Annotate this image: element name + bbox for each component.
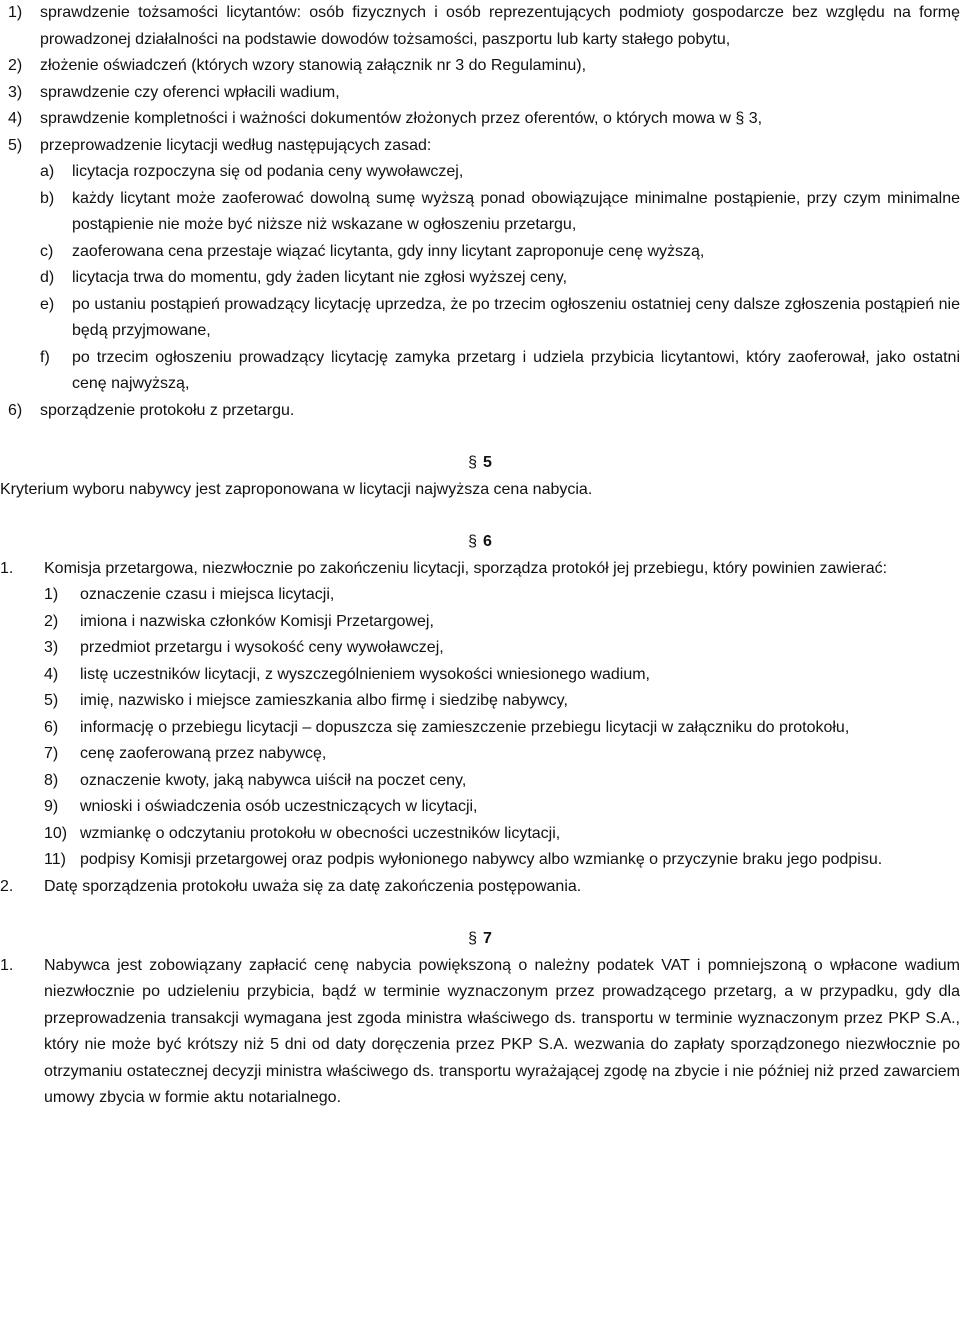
paragraph	[0, 874, 960, 901]
list-item	[0, 0, 960, 53]
sub-item-text: licytacja rozpoczyna się od podania ceny wywoławczej,	[72, 163, 464, 180]
list-item	[0, 80, 960, 107]
item-text: wnioski i oświadczenia osób uczestniczących w licytacji,	[80, 798, 478, 815]
item-number: 8)	[44, 771, 59, 789]
paragraph-number: 1.	[0, 956, 14, 974]
item-number: 6)	[44, 718, 59, 736]
paragraph-sign: §	[468, 930, 477, 947]
list-item	[0, 688, 960, 715]
item-text: oznaczenie kwoty, jaką nabywca uiścił na poczet ceny,	[80, 771, 467, 789]
item-text: sprawdzenie czy oferenci wpłacili wadium,	[40, 83, 340, 101]
item-number: 6)	[8, 401, 23, 419]
list-item	[0, 715, 960, 742]
sub-item-text: licytacja trwa do momentu, gdy żaden licytant nie zgłosi wyższej ceny,	[72, 269, 568, 286]
paragraph-text: Datę sporządzenia protokołu uważa się za datę zakończenia postępowania.	[44, 877, 582, 895]
item-number: 2)	[44, 612, 59, 630]
item-number: 7)	[44, 745, 59, 762]
list-item	[0, 794, 960, 821]
sub-item-letter: a)	[40, 163, 55, 180]
item-text: informację o przebiegu licytacji – dopuszcza się zamieszczenie przebiegu licytacji w załączniku do protokołu,	[80, 718, 850, 736]
item-number: 3)	[44, 639, 59, 656]
list-item	[0, 609, 960, 636]
paragraph-text: Nabywca jest zobowiązany zapłacić cenę nabycia powiększoną o należny podatek VAT i pomniejszoną o wpłacone wadium niezwłocznie po udzieleniu przybicia, bądź w terminie wyznaczonym przez prowadzącego przetarg, a w przypadku, gdy dla przeprowadzenia transakcji wymagana jest zgoda ministra właściwego ds. transportu w terminie wyznaczonym przez PKP S.A., który nie może być krótszy niż 5 dni od daty doręczenia przez PKP S.A. wezwania do zapłaty sporządzonego niezwłocznie po otrzymaniu ostatecznej decyzji ministra właściwego ds. transportu wyrażającej zgodę na zbycie i nie później niż przed zawarciem umowy zbycia w formie aktu notarialnego.	[44, 956, 960, 1106]
paragraph-text: Komisja przetargowa, niezwłocznie po zakończeniu licytacji, sporządza protokół jej przebiegu, który powinien zawierać:	[44, 559, 888, 577]
list-item	[0, 741, 960, 768]
item-text: imię, nazwisko i miejsce zamieszkania albo firmę i siedzibę nabywcy,	[80, 692, 568, 709]
sub-item-text: zaoferowana cena przestaje wiązać licytanta, gdy inny licytant zaproponuje cenę wyższą,	[72, 242, 705, 260]
section-5-text: Kryterium wyboru nabywcy jest zaproponowana w licytacji najwyższa cena nabycia.	[0, 480, 593, 498]
item-number: 1)	[8, 4, 23, 21]
item-number: 2)	[8, 57, 23, 74]
item-number: 9)	[44, 798, 59, 815]
item-text: podpisy Komisji przetargowej oraz podpis wyłonionego nabywcy albo wzmiankę o przyczynie braku jego podpisu.	[80, 851, 883, 868]
sub-item-text: po trzecim ogłoszeniu prowadzący licytację zamyka przetarg i udziela przybicia licytantowi, który zaoferował, jako ostatni cenę najwyższą,	[72, 348, 960, 392]
item-number: 5)	[44, 692, 59, 709]
sub-item-text: każdy licytant może zaoferować dowolną sumę wyższą ponad obowiązujące minimalne postąpienie, przy czym minimalne postąpienie nie może być niższe niż wskazane w ogłoszeniu przetargu,	[72, 189, 960, 233]
item-text: wzmiankę o odczytaniu protokołu w obecności uczestników licytacji,	[80, 824, 561, 842]
sub-list-item	[0, 292, 960, 345]
list-item	[0, 398, 960, 425]
paragraph-sign: §	[468, 454, 477, 471]
item-text: sprawdzenie kompletności i ważności dokumentów złożonych przez oferentów, o których mowa w § 3,	[40, 110, 763, 127]
list-item	[0, 582, 960, 609]
item-number: 10)	[44, 824, 68, 842]
item-text: sporządzenie protokołu z przetargu.	[40, 401, 295, 419]
item-text: oznaczenie czasu i miejsca licytacji,	[80, 586, 335, 603]
list-item	[0, 133, 960, 160]
section-heading-6	[0, 529, 960, 556]
list-item	[0, 635, 960, 662]
section-number: 5	[483, 454, 492, 471]
item-number: 5)	[8, 136, 23, 154]
section-heading-5	[0, 450, 960, 477]
sub-list-item	[0, 239, 960, 266]
paragraph	[0, 556, 960, 583]
paragraph	[0, 953, 960, 1112]
sub-list-item	[0, 265, 960, 292]
sub-item-text: po ustaniu postąpień prowadzący licytację uprzedza, że po trzecim ogłoszeniu ostatniej ceny dalsze zgłoszenia postąpień nie będą przyjmowane,	[72, 295, 960, 339]
item-number: 1)	[44, 586, 59, 603]
list-item	[0, 768, 960, 795]
section-number: 6	[483, 533, 492, 550]
item-number: 11)	[44, 851, 66, 868]
list-item	[0, 662, 960, 689]
item-number: 4)	[44, 665, 59, 683]
sub-list-item	[0, 186, 960, 239]
item-text: złożenie oświadczeń (których wzory stanowią załącznik nr 3 do Regulaminu),	[40, 57, 587, 74]
item-number: 3)	[8, 83, 23, 101]
list-item	[0, 821, 960, 848]
sub-list-item	[0, 159, 960, 186]
item-text: przedmiot przetargu i wysokość ceny wywoławczej,	[80, 639, 444, 656]
section-heading-7	[0, 926, 960, 953]
paragraph-number: 2.	[0, 877, 14, 895]
sub-item-letter: e)	[40, 295, 55, 313]
item-text: cenę zaoferowaną przez nabywcę,	[80, 745, 327, 762]
list-item	[0, 847, 960, 874]
item-text: przeprowadzenie licytacji według następujących zasad:	[40, 136, 432, 154]
sub-item-letter: c)	[40, 242, 54, 260]
section-number: 7	[483, 930, 492, 947]
sub-item-letter: d)	[40, 269, 55, 286]
list-item	[0, 106, 960, 133]
sub-list-item	[0, 345, 960, 398]
sub-item-letter: f)	[40, 348, 50, 366]
item-number: 4)	[8, 110, 23, 127]
item-text: imiona i nazwiska członków Komisji Przetargowej,	[80, 612, 434, 630]
list-item	[0, 53, 960, 80]
paragraph-number: 1.	[0, 559, 14, 577]
item-text: sprawdzenie tożsamości licytantów: osób fizycznych i osób reprezentujących podmioty gospodarcze bez względu na formę prowadzonej działalności na podstawie dowodów tożsamości, paszportu lub karty stałego pobytu,	[40, 4, 960, 48]
sub-item-letter: b)	[40, 189, 55, 207]
paragraph-sign: §	[468, 533, 477, 550]
item-text: listę uczestników licytacji, z wyszczególnieniem wysokości wniesionego wadium,	[80, 665, 650, 683]
